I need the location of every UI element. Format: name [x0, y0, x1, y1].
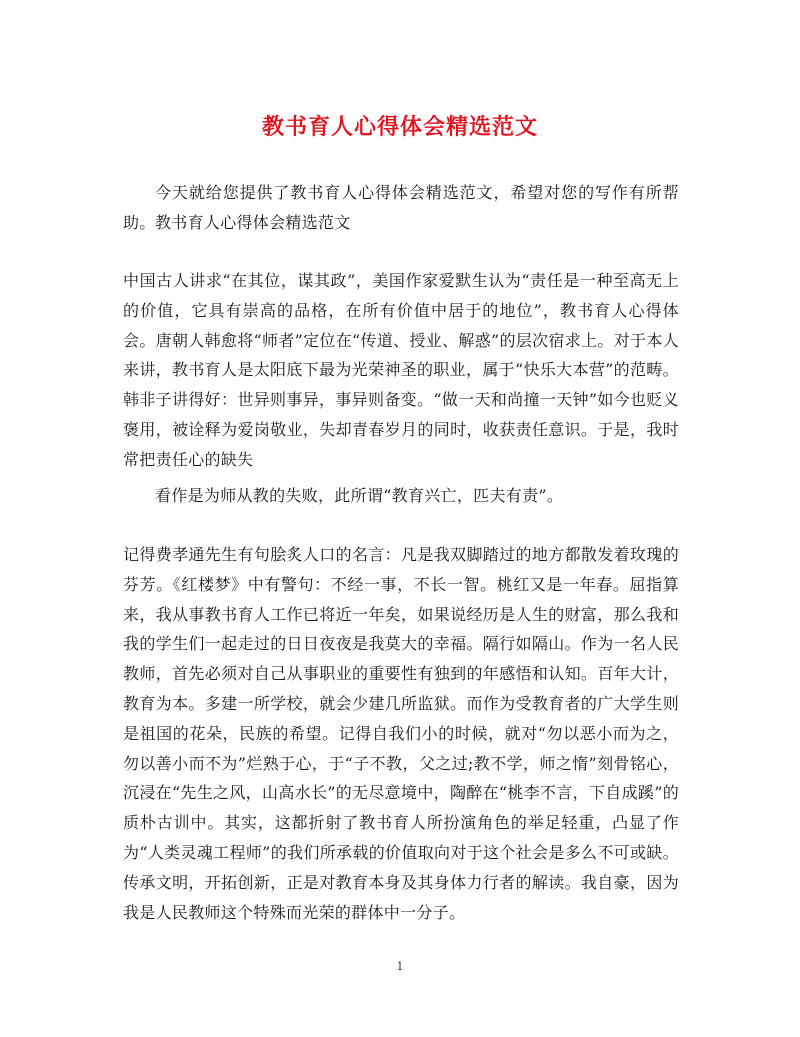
intro-line-1: 今天就给您提供了教书育人心得体会精选范文，希望对您的写作有所帮助。	[123, 183, 679, 232]
intro-line-2: 教书育人心得体会精选范文	[155, 213, 351, 232]
paragraph-3: 记得费孝通先生有句脍炙人口的名言：凡是我双脚踏过的地方都散发着玫瑰的芬芳。《红楼梦》中有警句：不经一事，不长一智。桃红又是一年春。屈指算来，我从事教书育人工作已将近一年矣，如果说经历是人生的财富，那么我和我的学生们一起走过的日日夜夜是我莫大的幸福。隔行如隔山。作为一名人民教师，首先必须对自己从事职业的重要性有独到的年感悟和认知。百年大计，教育为本。多建一所学校，就会少建几所监狱。而作为受教育者的广大学生则是祖国的花朵，民族的希望。记得自我们小的时候，就对“勿以恶小而为之，勿以善小而不为”烂熟于心，于“子不教，父之过;教不学，师之惰”刻骨铭心，沉浸在“先生之风，山高水长”的无尽意境中，陶醉在“桃李不言，下自成蹊”的质朴古训中。其实，这都折射了教书育人所扮演角色的举足轻重，凸显了作为“人类灵魂工程师”的我们所承载的价值取向对于这个社会是多么不可或缺。传承文明，开拓创新，正是对教育本身及其身体力行者的解读。我自豪，因为我是人民教师这个特殊而光荣的群体中一分子。	[123, 545, 679, 922]
paragraph-2: 看作是为师从教的失败，此所谓“教育兴亡，匹夫有责”。	[155, 486, 564, 505]
document-title: 教书育人心得体会精选范文	[261, 114, 538, 140]
page-number: 1	[396, 960, 404, 973]
paragraph-1: 中国古人讲求“在其位，谋其政”，美国作家爱默生认为“责任是一种至高无上的价值，它具有崇高的品格，在所有价值中居于的地位”，教书育人心得体会。唐朝人韩愈将“师者”定位在“传道、授业、解惑”的层次宿求上。对于本人来讲，教书育人是太阳底下最为光荣神圣的职业，属于“快乐大本营”的范畴。韩非子讲得好：世异则事异，事异则备变。“做一天和尚撞一天钟”如今也贬义褒用，被诠释为爱岗敬业，失却青春岁月的同时，收获责任意识。于是，我时常把责任心的缺失	[123, 271, 679, 469]
